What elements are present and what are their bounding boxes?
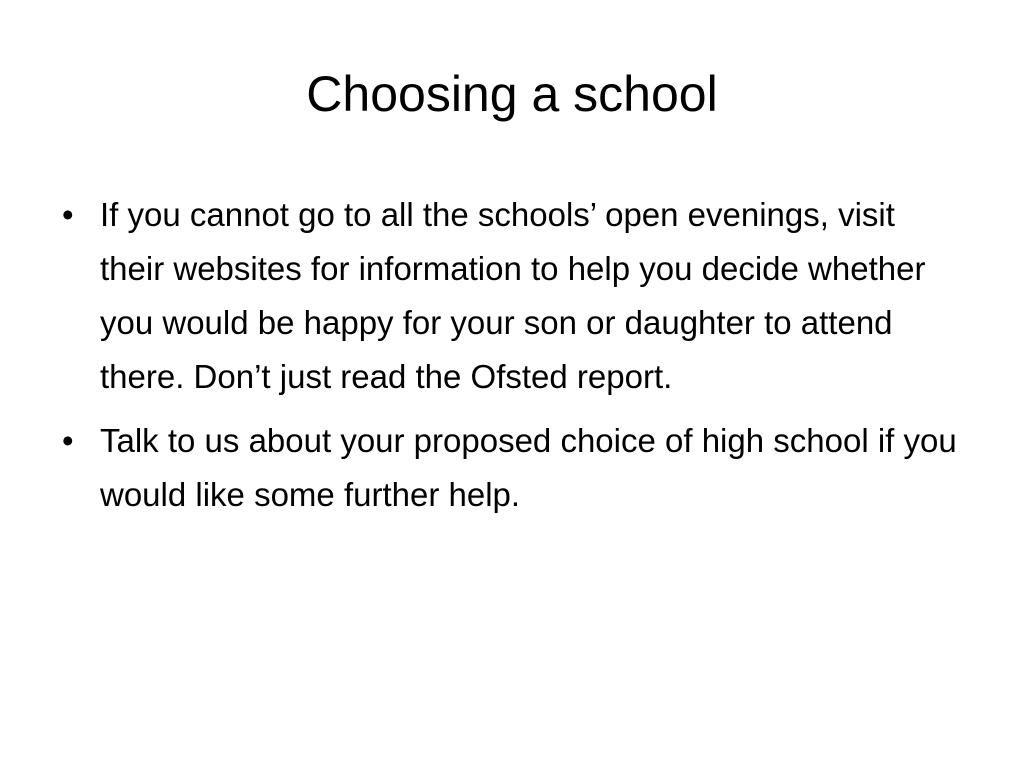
bullet-list xyxy=(62,188,962,532)
bullet-item-open-evenings xyxy=(62,188,962,404)
bullet-marker: • xyxy=(62,196,74,233)
bullet-item-talk-to-us xyxy=(62,414,962,522)
slide-title: Choosing a school xyxy=(306,66,718,122)
bullet-marker: • xyxy=(62,422,74,459)
bullet-text-talk-to-us: Talk to us about your proposed choice of high school if you would like some further help. xyxy=(100,422,957,513)
bullet-text-open-evenings: If you cannot go to all the schools’ open evenings, visit their websites for information to help you decide whether you would be happy for your son or daughter to attend there. Don’t just read the Ofsted report. xyxy=(100,196,926,395)
